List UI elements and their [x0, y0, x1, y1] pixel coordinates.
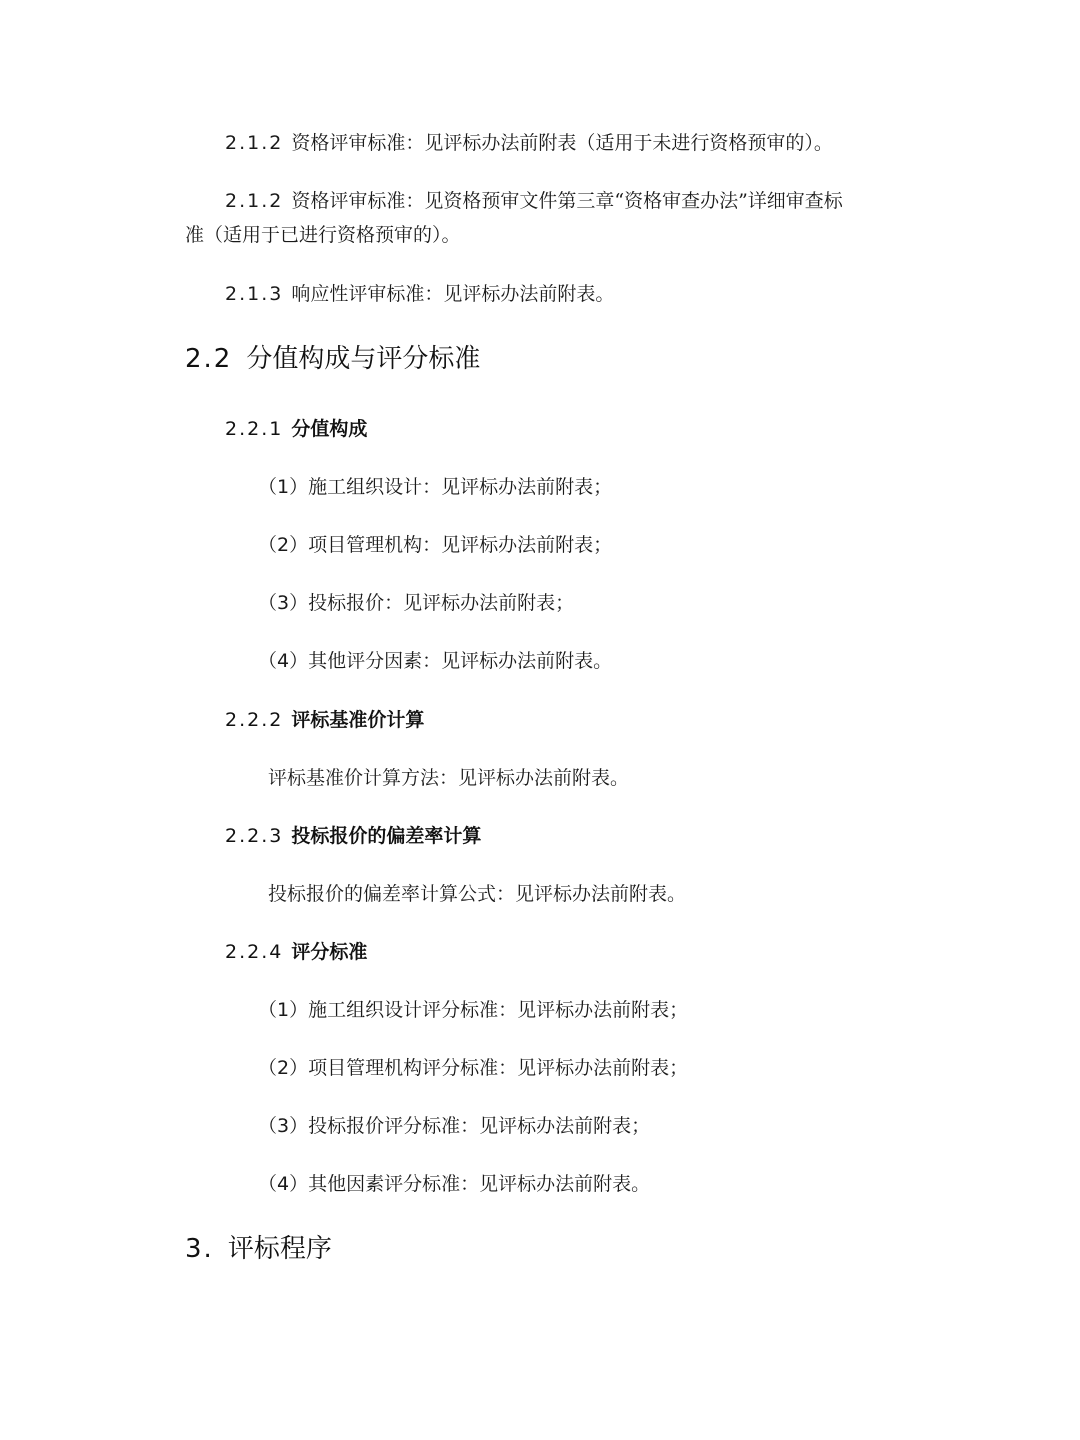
list-item [258, 588, 574, 618]
list-text: 投标报价评分标准：见评标办法前附表； [308, 1115, 651, 1137]
subsection-heading-2-2-4 [225, 937, 367, 967]
section-heading-3 [185, 1231, 332, 1267]
subsection-heading-2-2-2 [225, 705, 424, 735]
paragraph-text: 投标报价的偏差率计算公式：见评标办法前附表。 [268, 883, 687, 905]
clause-text-continued: 准（适用于已进行资格预审的）。 [185, 224, 461, 246]
clause-text: 资格评审标准：见评标办法前附表（适用于未进行资格预审的）。 [291, 132, 833, 154]
subsection-title: 评标基准价计算 [291, 709, 425, 731]
subsection-number: 2.2.3 [225, 825, 284, 847]
paragraph-2-1-2-b-line2 [185, 220, 461, 250]
paragraph-text: 评标基准价计算方法：见评标办法前附表。 [268, 767, 630, 789]
clause-text: 响应性评审标准：见评标办法前附表。 [291, 283, 615, 305]
list-text: 投标报价：见评标办法前附表； [308, 592, 575, 614]
subsection-heading-2-2-3 [225, 821, 481, 851]
section-heading-2-2 [185, 341, 480, 377]
list-text: 项目管理机构评分标准：见评标办法前附表； [308, 1057, 689, 1079]
section-number: 2.2 [185, 344, 233, 374]
list-marker: （3） [258, 592, 309, 614]
list-marker: （4） [258, 650, 309, 672]
list-marker: （3） [258, 1115, 309, 1137]
paragraph-2-1-3 [225, 279, 614, 309]
paragraph-2-1-2-a [225, 128, 833, 158]
subsection-number: 2.2.1 [225, 418, 284, 440]
list-marker: （1） [258, 476, 309, 498]
list-text: 其他因素评分标准：见评标办法前附表。 [308, 1173, 651, 1195]
clause-number: 2.1.2 [225, 132, 284, 154]
subsection-number: 2.2.4 [225, 941, 284, 963]
list-marker: （1） [258, 999, 309, 1021]
paragraph-2-2-3 [268, 879, 686, 909]
list-text: 施工组织设计评分标准：见评标办法前附表； [308, 999, 689, 1021]
clause-text: 资格评审标准：见资格预审文件第三章“资格审查办法”详细审查标 [291, 190, 843, 212]
list-item [258, 1111, 650, 1141]
list-text: 施工组织设计：见评标办法前附表； [308, 476, 613, 498]
list-marker: （4） [258, 1173, 309, 1195]
section-title: 分值构成与评分标准 [246, 344, 481, 374]
list-marker: （2） [258, 534, 309, 556]
list-item [258, 995, 688, 1025]
list-text: 其他评分因素：见评标办法前附表。 [308, 650, 613, 672]
subsection-title: 投标报价的偏差率计算 [291, 825, 482, 847]
paragraph-2-1-2-b-line1 [225, 186, 843, 216]
subsection-title: 评分标准 [291, 941, 368, 963]
section-title: 评标程序 [227, 1234, 332, 1264]
list-item [258, 530, 612, 560]
clause-number: 2.1.2 [225, 190, 284, 212]
clause-number: 2.1.3 [225, 283, 284, 305]
subsection-number: 2.2.2 [225, 709, 284, 731]
section-number: 3. [185, 1234, 214, 1264]
paragraph-2-2-2 [268, 763, 629, 793]
list-item [258, 472, 612, 502]
list-marker: （2） [258, 1057, 309, 1079]
list-item [258, 1053, 688, 1083]
list-text: 项目管理机构：见评标办法前附表； [308, 534, 613, 556]
list-item [258, 646, 612, 676]
list-item [258, 1169, 650, 1199]
subsection-heading-2-2-1 [225, 414, 367, 444]
subsection-title: 分值构成 [291, 418, 368, 440]
